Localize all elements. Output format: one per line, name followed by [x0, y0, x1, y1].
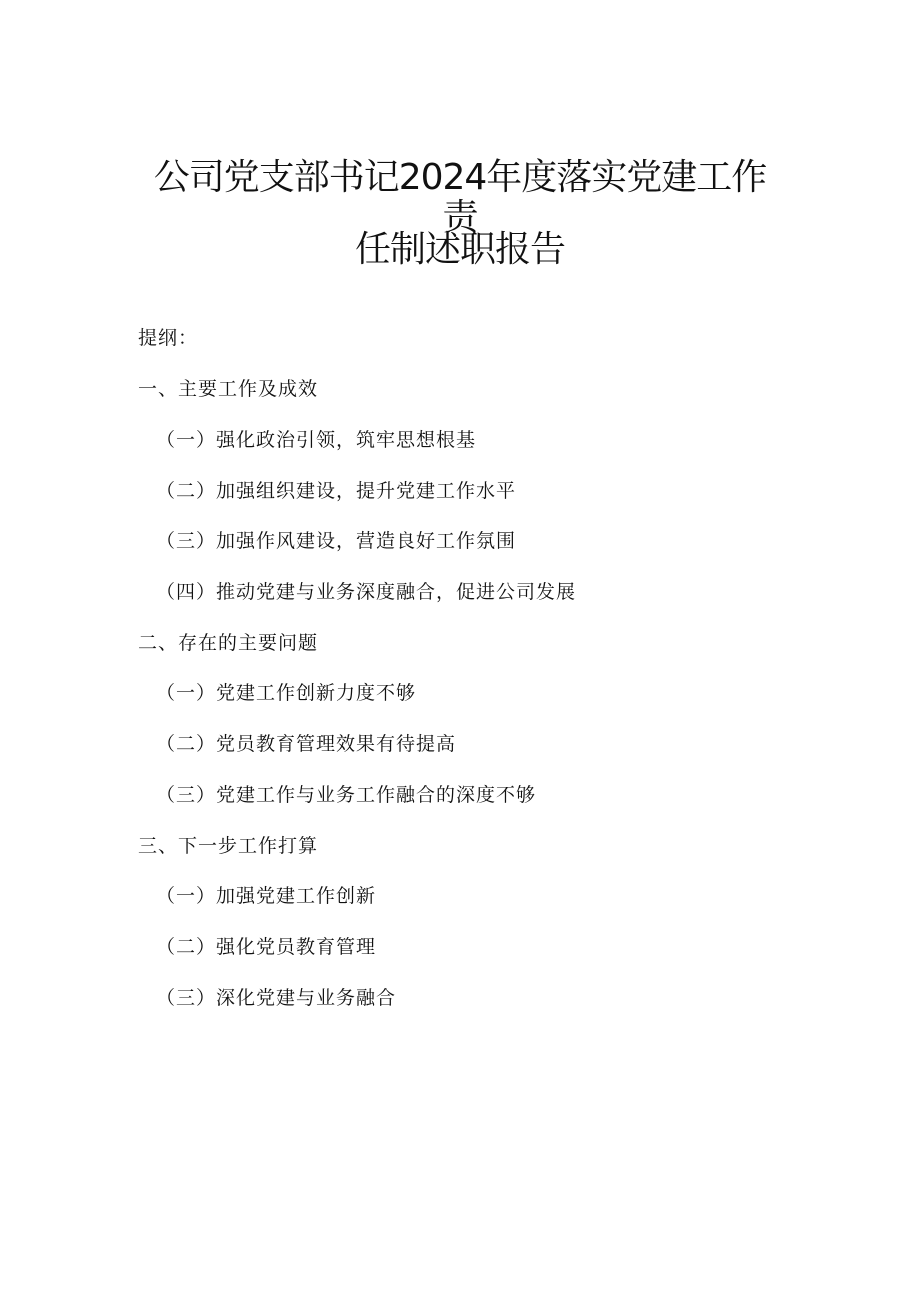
- section-item: （三）党建工作与业务工作融合的深度不够: [156, 784, 537, 806]
- section-item: （二）加强组织建设，提升党建工作水平: [156, 480, 517, 502]
- section-heading: 二、存在的主要问题: [138, 632, 319, 654]
- section-item: （一）加强党建工作创新: [156, 885, 377, 907]
- section-item: （三）加强作风建设，营造良好工作氛围: [156, 530, 517, 552]
- section-heading: 三、下一步工作打算: [138, 835, 319, 857]
- section-item: （二）强化党员教育管理: [156, 936, 377, 958]
- section-item: （一）强化政治引领，筑牢思想根基: [156, 429, 477, 451]
- document-title-line-2: 任制述职报告: [354, 229, 565, 270]
- document-title-line-1: 公司党支部书记2024年度落实党建工作责: [153, 157, 767, 238]
- section-heading: 一、主要工作及成效: [138, 378, 319, 400]
- section-item: （四）推动党建与业务深度融合，促进公司发展: [156, 581, 577, 603]
- section-item: （二）党员教育管理效果有待提高: [156, 733, 457, 755]
- outline-label: 提纲：: [138, 327, 199, 349]
- section-item: （三）深化党建与业务融合: [156, 987, 397, 1009]
- section-item: （一）党建工作创新力度不够: [156, 682, 417, 704]
